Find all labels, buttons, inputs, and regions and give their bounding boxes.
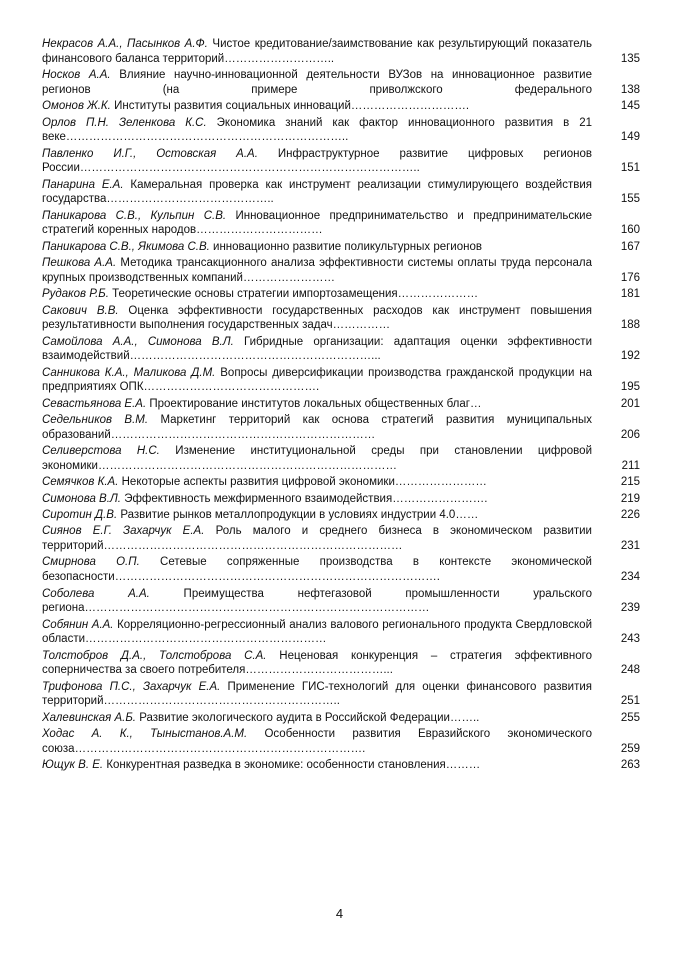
toc-entry-page: 239 xyxy=(620,602,640,615)
toc-entry-authors: Некрасов А.А., Пасынков А.Ф. xyxy=(42,38,208,50)
toc-entry-text xyxy=(42,99,592,114)
toc-entry-title: Преимущества нефтегазовой промышленности уральского региона……………………………………………………………………………… xyxy=(42,587,592,615)
toc-entry-text xyxy=(42,178,592,207)
toc-entry-text xyxy=(42,758,592,773)
toc-entry-page: 195 xyxy=(620,381,640,394)
toc-entry-page: 181 xyxy=(620,288,640,301)
toc-entry-title: Сетевые сопряженные производства в контексте экономической безопасности…………………………………………………………………………. xyxy=(42,556,592,584)
toc-entry xyxy=(42,116,640,145)
toc-entry xyxy=(42,366,640,395)
toc-entry-page: 259 xyxy=(620,742,640,755)
toc-entry-text xyxy=(42,413,592,442)
table-of-contents xyxy=(42,37,640,775)
toc-entry xyxy=(42,680,640,709)
toc-entry-title: Экономика знаний как фактор инновационного развития в 21 веке……………………………………………………………….. xyxy=(42,116,592,144)
toc-entry xyxy=(42,524,640,553)
toc-entry xyxy=(42,397,640,412)
toc-entry xyxy=(42,475,640,490)
toc-entry-page: 192 xyxy=(620,350,640,363)
toc-entry-page: 248 xyxy=(620,664,640,677)
toc-entry-title: Применение ГИС-технологий для оценки финансового развития территорий…………………………………………………….. xyxy=(42,680,592,708)
toc-entry-page: 201 xyxy=(620,397,640,410)
toc-entry-authors: Сиянов Е.Г. Захарчук Е.А. xyxy=(42,525,205,538)
toc-entry-authors: Рудаков Р.Б. xyxy=(42,288,109,301)
toc-entry-authors: Семячков К.А. xyxy=(42,476,119,489)
toc-entry-page: 206 xyxy=(620,428,640,441)
toc-entry xyxy=(42,555,640,584)
toc-entry-title: Гибридные организации: адаптация оценки эффективности взаимодействий………………………………………………………... xyxy=(42,335,592,363)
toc-entry xyxy=(42,711,640,726)
toc-entry-text xyxy=(42,209,592,238)
toc-entry xyxy=(42,492,640,507)
toc-entry-page: 138 xyxy=(620,83,640,96)
toc-entry-title: Теоретические основы стратегии импортозамещения………………… xyxy=(112,288,479,301)
toc-entry-authors: Сиротин Д.В. xyxy=(42,509,118,521)
toc-entry-authors: Селиверстова Н.С. xyxy=(42,445,160,458)
toc-entry-title: Неценовая конкуренция – стратегия эффективного соперничества за своего потребителя………………………………... xyxy=(42,649,592,677)
toc-entry-page: 215 xyxy=(620,476,640,489)
toc-entry-text xyxy=(42,116,592,145)
toc-entry xyxy=(42,508,640,523)
toc-entry-authors: Самойлова А.А., Симонова В.Л. xyxy=(42,335,234,348)
toc-entry-authors: Седельников В.М. xyxy=(42,414,149,427)
toc-entry-page: 167 xyxy=(620,240,640,253)
toc-entry xyxy=(42,68,640,97)
toc-entry-authors: Ющук В. Е. xyxy=(42,759,104,772)
toc-entry-text xyxy=(42,304,592,333)
toc-entry-page: 263 xyxy=(620,759,640,772)
toc-entry-authors: Орлов П.Н. Зеленкова К.С. xyxy=(42,116,207,129)
toc-entry-text xyxy=(42,727,592,756)
toc-entry-text xyxy=(42,397,592,412)
toc-entry xyxy=(42,287,640,302)
toc-entry-authors: Ходас А. К., Тыныстанов.А.М. xyxy=(42,728,248,741)
toc-entry xyxy=(42,335,640,364)
toc-entry-title: Эффективность межфирменного взаимодействия……………………. xyxy=(124,492,488,505)
toc-entry-text xyxy=(42,147,592,176)
toc-entry-text xyxy=(42,508,592,523)
toc-entry-authors: Соболева А.А. xyxy=(42,587,150,600)
toc-entry-text xyxy=(42,366,592,395)
toc-entry xyxy=(42,413,640,442)
toc-entry-title: Камеральная проверка как инструмент реализации стимулирующего воздействия государства…………………………………….. xyxy=(42,178,592,206)
toc-entry-page: 188 xyxy=(620,319,640,332)
toc-entry-text xyxy=(42,618,592,647)
toc-entry-authors: Симонова В.Л. xyxy=(42,492,121,505)
toc-entry xyxy=(42,649,640,678)
toc-entry-authors: Паникарова С.В., Якимова С.В. xyxy=(42,240,210,253)
toc-entry-title: Маркетинг территорий как основа стратегий развития муниципальных образований…………………………………………………………… xyxy=(42,414,592,441)
toc-entry-title: инновационно развитие поликультурных регионов xyxy=(213,240,482,253)
toc-entry-page: 135 xyxy=(620,52,640,65)
toc-entry-authors: Пешкова А.А. xyxy=(42,257,117,270)
toc-entry-title: Вопросы диверсификации производства гражданской продукции на предприятиях ОПК………………………………………. xyxy=(42,366,592,394)
toc-entry-title: Развитие экологического аудита в Российской Федерации…….. xyxy=(139,711,480,724)
toc-entry-page: 176 xyxy=(620,271,640,284)
toc-entry-authors: Смирнова О.П. xyxy=(42,556,140,569)
toc-entry xyxy=(42,444,640,473)
toc-entry-authors: Халевинская А.Б. xyxy=(42,711,137,724)
toc-entry-page: 226 xyxy=(620,509,640,521)
toc-entry-title: Инновационное предпринимательство и предпринимательские стратегий коренных народов…………………………… xyxy=(42,209,592,237)
toc-entry-title: Развитие рынков металлопродукции в условиях индустрии 4.0…… xyxy=(120,509,479,521)
toc-entry-text xyxy=(42,444,592,473)
toc-entry-page: 243 xyxy=(620,633,640,646)
toc-entry-authors: Омонов Ж.К. xyxy=(42,100,111,113)
toc-entry-title: Инфраструктурное развитие цифровых регионов России…………………………………………………………………………….. xyxy=(42,147,592,175)
toc-entry-title: Чистое кредитование/заимствование как результирующий показатель финансового баланса территорий……………………….. xyxy=(42,38,592,65)
toc-entry-text xyxy=(42,335,592,364)
toc-entry-authors: Сакович В.В. xyxy=(42,304,119,317)
toc-entry xyxy=(42,178,640,207)
toc-entry-text xyxy=(42,287,592,302)
toc-entry-title: Конкурентная разведка в экономике: особенности становления……… xyxy=(106,759,481,772)
toc-entry xyxy=(42,758,640,773)
toc-entry-page: 160 xyxy=(620,224,640,237)
toc-entry-title: Особенности развития Евразийского экономического союза…………………………………………………………………. xyxy=(42,728,592,755)
toc-entry-title: Институты развития социальных инноваций…………………………. xyxy=(114,100,470,113)
toc-entry-page: 255 xyxy=(620,711,640,724)
toc-entry-authors: Севастьянова Е.А. xyxy=(42,397,147,410)
toc-entry-authors: Собянин А.А. xyxy=(42,618,114,631)
toc-entry xyxy=(42,99,640,114)
toc-entry-page: 251 xyxy=(620,695,640,708)
toc-entry-authors: Санникова К.А., Маликова Д.М. xyxy=(42,366,216,379)
toc-entry-authors: Паникарова С.В., Кульпин С.В. xyxy=(42,209,227,222)
toc-entry-text xyxy=(42,475,592,490)
toc-entry-text xyxy=(42,711,592,726)
toc-entry-authors: Трифонова П.С., Захарчук Е.А. xyxy=(42,680,221,693)
toc-entry-title: Проектирование институтов локальных общественных благ… xyxy=(149,397,482,410)
toc-entry-text xyxy=(42,68,592,97)
toc-entry-title: Изменение институциональной среды при становлении цифровой экономики…………………………………………………………………… xyxy=(42,445,592,472)
toc-entry-title: Корреляционно-регрессионный анализ валового регионального продукта Свердловской области……………………………………………………… xyxy=(42,618,592,646)
toc-entry-text xyxy=(42,555,592,584)
toc-entry xyxy=(42,147,640,176)
toc-entry xyxy=(42,209,640,238)
toc-entry xyxy=(42,727,640,756)
toc-entry-page: 151 xyxy=(620,162,640,175)
toc-entry-page: 234 xyxy=(620,571,640,584)
toc-entry-page: 211 xyxy=(621,459,640,472)
toc-entry-authors: Толстобров Д.А., Толстоброва С.А. xyxy=(42,649,267,662)
toc-entry-page: 155 xyxy=(620,193,640,206)
toc-entry-page: 149 xyxy=(620,131,640,144)
toc-entry-authors: Павленко И.Г., Остовская А.А. xyxy=(42,147,258,160)
toc-entry-text xyxy=(42,680,592,709)
toc-entry-title: Оценка эффективности государственных расходов как инструмент повышения результативности выполнения государственных задач…………… xyxy=(42,304,592,332)
toc-entry-page: 219 xyxy=(620,492,640,505)
toc-entry-text xyxy=(42,37,592,66)
toc-entry-page: 231 xyxy=(620,540,640,553)
toc-entry-text xyxy=(42,524,592,553)
toc-entry xyxy=(42,240,640,255)
toc-entry-text xyxy=(42,240,592,255)
toc-entry-text xyxy=(42,492,592,507)
page-number: 4 xyxy=(335,906,344,921)
toc-entry-title: Влияние научно-инновационной деятельности ВУЗов на инновационное развитие регионов (на примере приволжского федерального xyxy=(42,69,592,96)
toc-entry-authors: Носков А.А. xyxy=(42,69,111,82)
toc-entry-text xyxy=(42,587,592,616)
toc-entry-authors: Панарина Е.А. xyxy=(42,178,124,191)
toc-entry-text xyxy=(42,256,592,285)
toc-entry xyxy=(42,256,640,285)
toc-entry-title: Некоторые аспекты развития цифровой экономики…………………… xyxy=(121,476,487,489)
toc-entry-text xyxy=(42,649,592,678)
toc-entry-title: Методика трансакционного анализа эффективности системы оплаты труда персонала крупных производственных компаний…………………… xyxy=(42,257,592,284)
toc-entry-title: Роль малого и среднего бизнеса в экономическом развитии территорий…………………………………………………………………… xyxy=(42,525,592,553)
toc-entry xyxy=(42,304,640,333)
toc-entry-page: 145 xyxy=(620,100,640,113)
toc-entry xyxy=(42,37,640,66)
toc-entry xyxy=(42,618,640,647)
toc-entry xyxy=(42,587,640,616)
